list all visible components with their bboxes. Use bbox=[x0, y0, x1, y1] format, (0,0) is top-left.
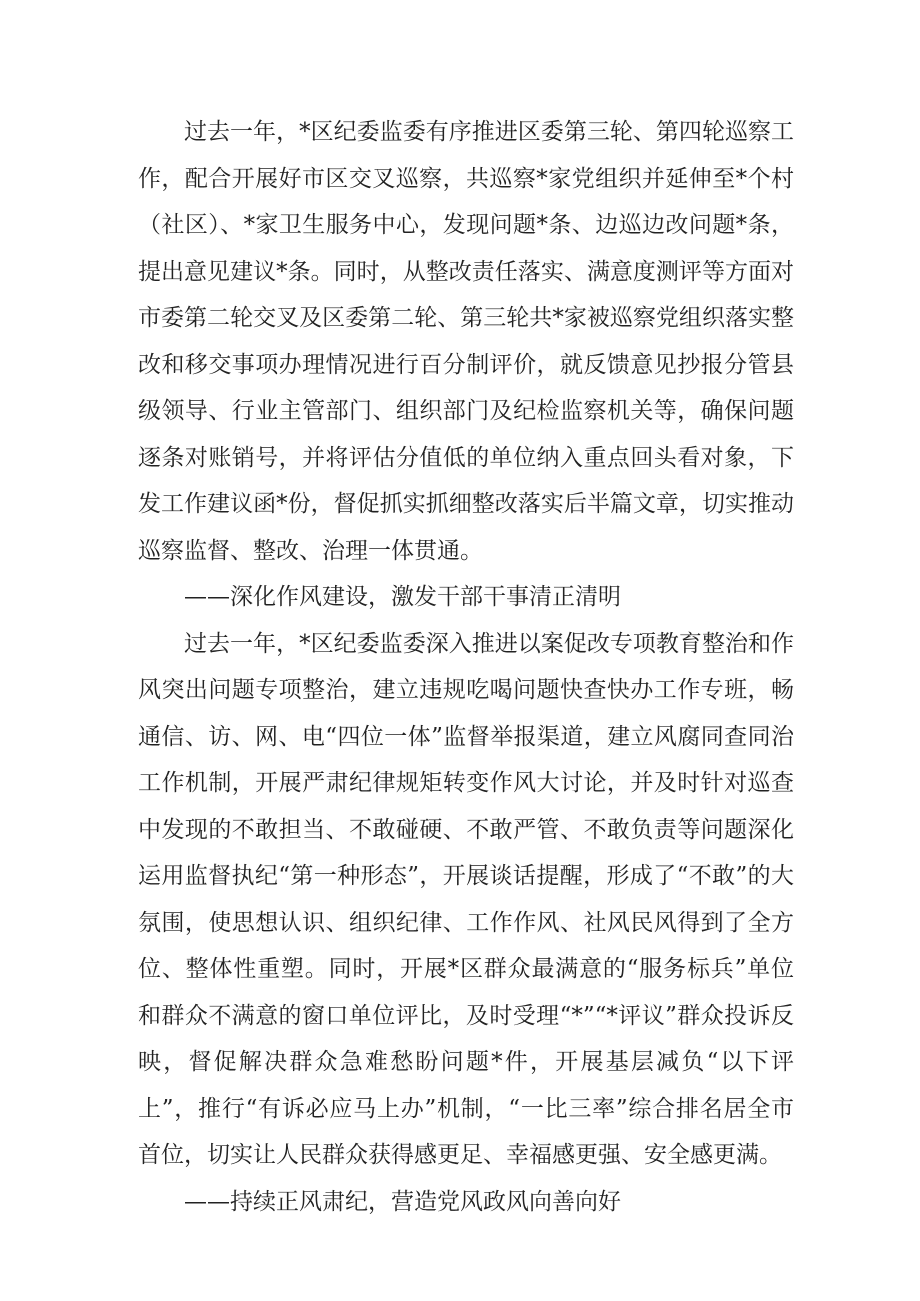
section-heading-work-style: ——深化作风建设，激发干部干事清正清明 bbox=[184, 584, 621, 610]
paragraph-work-style: 过去一年，*区纪委监委深入推进以案促改专项教育整治和作风突出问题专项整治，建立违规吃喝问题快查快办工作专班，畅通信、访、网、电“四位一体”监督举报渠道，建立风腐同查同治工作机制，开展严肃纪律规矩转变作风大讨论，并及时针对巡查中发现的不敢担当、不敢碰硬、不敢严管、不敢负责等问题深化运用监督执纪“第一种形态”，开展谈话提醒，形成了“不敢”的大氛围，使思想认识、组织纪律、工作作风、社风民风得到了全方位、整体性重塑。同时，开展*区群众最满意的“服务标兵”单位和群众不满意的窗口单位评比，及时受理“*”“*评议”群众投诉反映，督促解决群众急难愁盼问题*件，开展基层减负“以下评上”，推行“有诉必应马上办”机制，“一比三率”综合排名居全市首位，切实让人民群众获得感更足、幸福感更强、安全感更满。 bbox=[138, 630, 794, 1168]
document-body bbox=[138, 109, 794, 1225]
paragraph-inspection-work: 过去一年，*区纪委监委有序推进区委第三轮、第四轮巡察工作，配合开展好市区交叉巡察，共巡察*家党组织并延伸至*个村（社区）、*家卫生服务中心，发现问题*条、边巡边改问题*条，提出意见建议*条。同时，从整改责任落实、满意度测评等方面对市委第二轮交叉及区委第二轮、第三轮共*家被巡察党组织落实整改和移交事项办理情况进行百分制评价，就反馈意见抄报分管县级领导、行业主管部门、组织部门及纪检监察机关等，确保问题逐条对账销号，并将评估分值低的单位纳入重点回头看对象，下发工作建议函*份，督促抓实抓细整改落实后半篇文章，切实推动巡察监督、整改、治理一体贯通。 bbox=[138, 119, 794, 564]
section-heading-discipline: ——持续正风肃纪，营造党风政风向善向好 bbox=[184, 1188, 621, 1215]
